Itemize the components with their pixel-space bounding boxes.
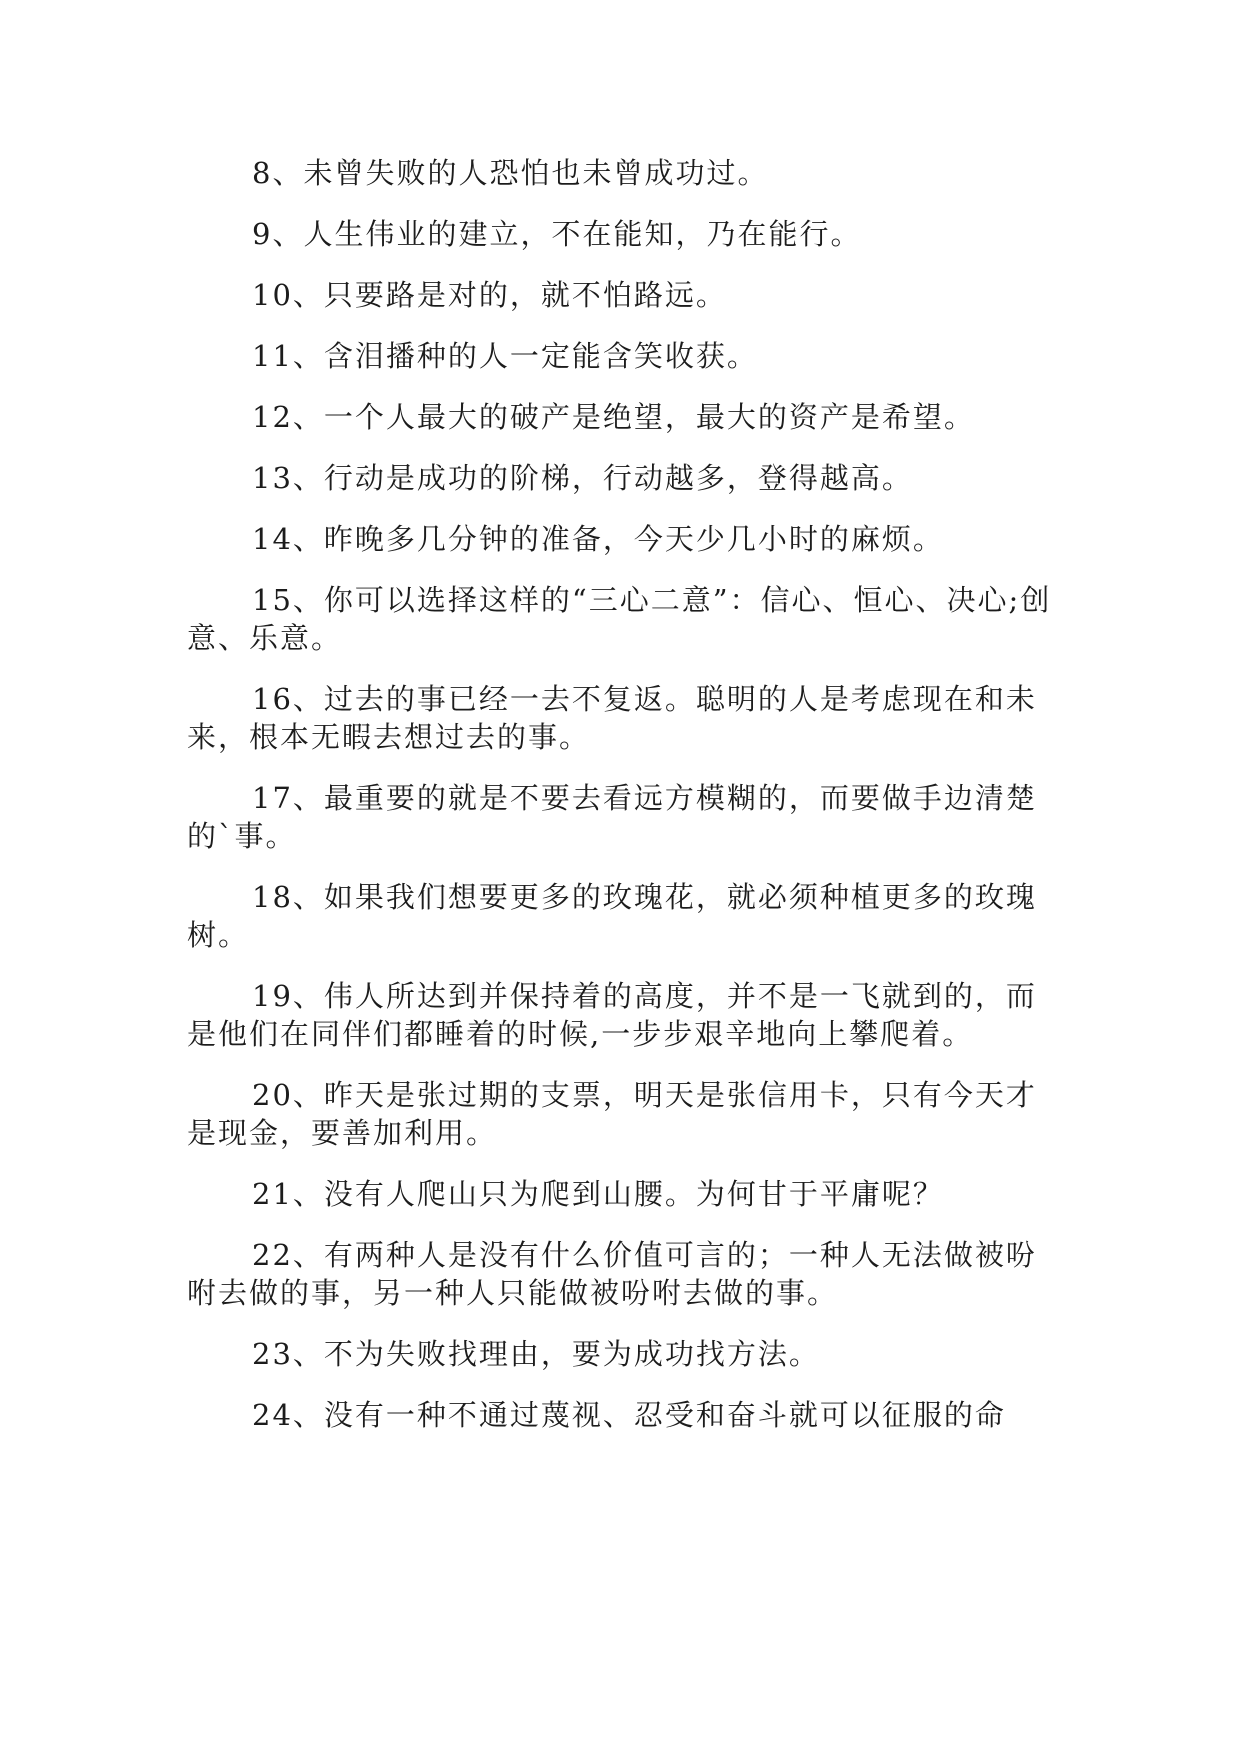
paragraph-10: 10、只要路是对的，就不怕路远。: [252, 278, 727, 312]
paragraph-9: 9、人生伟业的建立，不在能知，乃在能行。: [252, 217, 862, 251]
paragraph-14: 14、昨晚多几分钟的准备，今天少几小时的麻烦。: [252, 522, 944, 556]
paragraph-19: 19、伟人所达到并保持着的高度，并不是一飞就到的，而是他们在同伴们都睡着的时候,一步步艰辛地向上攀爬着。: [187, 979, 1037, 1051]
paragraph-17: 17、最重要的就是不要去看远方模糊的，而要做手边清楚的`事。: [187, 781, 1037, 853]
paragraph-21: 21、没有人爬山只为爬到山腰。为何甘于平庸呢？: [252, 1177, 944, 1211]
paragraph-24: 24、没有一种不通过蔑视、忍受和奋斗就可以征服的命: [252, 1398, 1006, 1432]
paragraph-20: 20、昨天是张过期的支票，明天是张信用卡，只有今天才是现金，要善加利用。: [187, 1078, 1037, 1150]
paragraph-22: 22、有两种人是没有什么价值可言的；一种人无法做被吩咐去做的事，另一种人只能做被吩咐去做的事。: [187, 1238, 1037, 1310]
paragraph-13: 13、行动是成功的阶梯，行动越多，登得越高。: [252, 461, 913, 495]
paragraph-11: 11、含泪播种的人一定能含笑收获。: [252, 339, 758, 373]
paragraph-15: 15、你可以选择这样的“三心二意”：信心、恒心、决心;创意、乐意。: [187, 583, 1052, 655]
document-body: [187, 154, 1059, 1457]
paragraph-8: 8、未曾失败的人恐怕也未曾成功过。: [252, 156, 769, 190]
paragraph-23: 23、不为失败找理由，要为成功找方法。: [252, 1337, 820, 1371]
paragraph-16: 16、过去的事已经一去不复返。聪明的人是考虑现在和未来，根本无暇去想过去的事。: [187, 682, 1037, 754]
paragraph-12: 12、一个人最大的破产是绝望，最大的资产是希望。: [252, 400, 975, 434]
paragraph-18: 18、如果我们想要更多的玫瑰花，就必须种植更多的玫瑰树。: [187, 880, 1037, 952]
